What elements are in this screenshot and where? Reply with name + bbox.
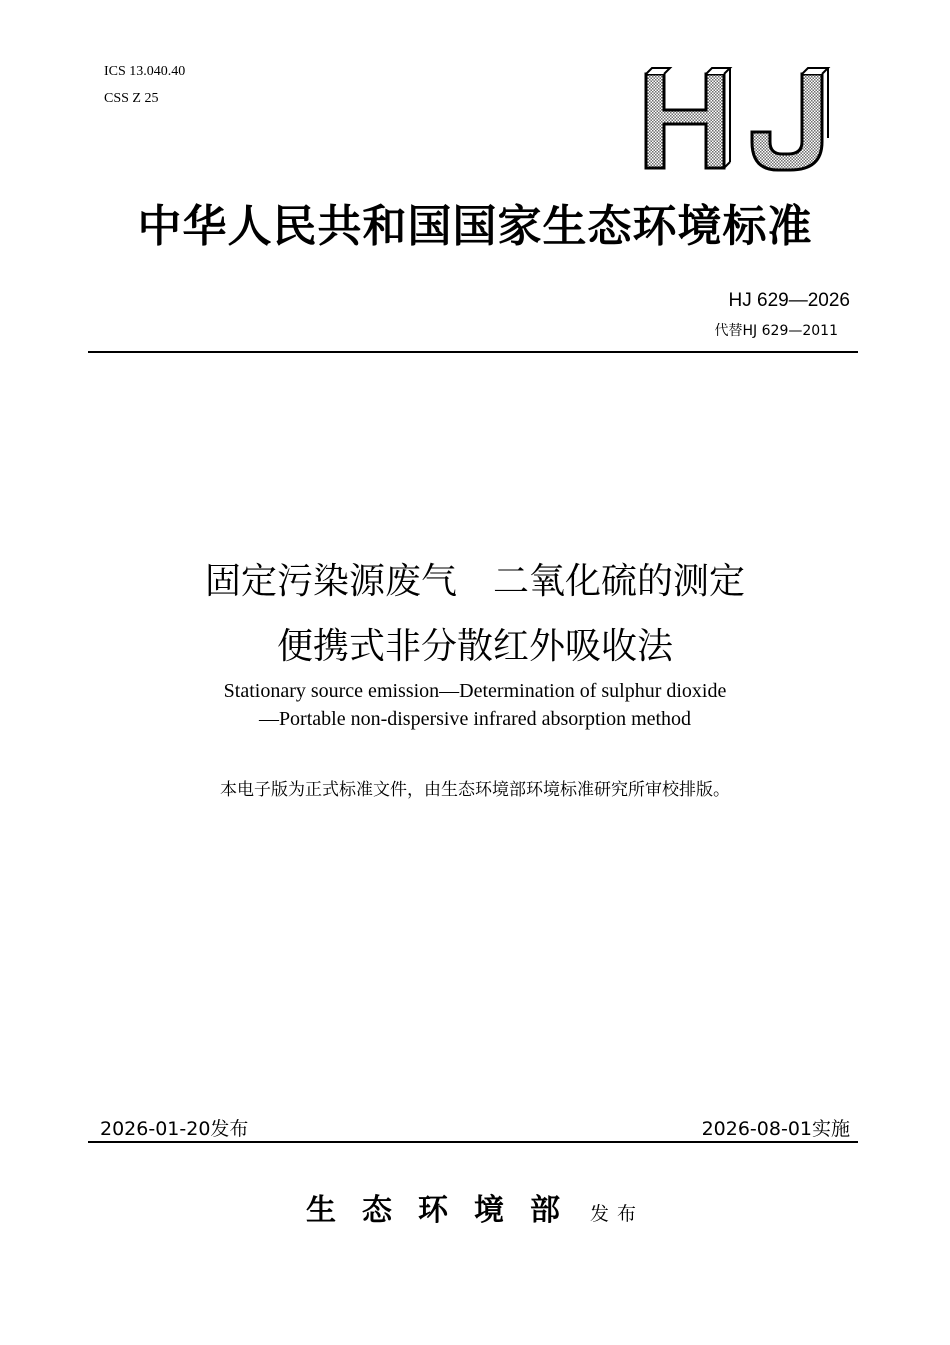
title-cn-line2: 便携式非分散红外吸收法 xyxy=(276,626,673,667)
electronic-version-notice: 本电子版为正式标准文件，由生态环境部环境标准研究所审校排版。 xyxy=(220,780,730,800)
issue-date: 2026-01-20发布 xyxy=(100,1118,249,1140)
publisher xyxy=(0,1185,950,1229)
publisher-action: 发布 xyxy=(589,1203,644,1225)
ics-code: ICS 13.040.40 xyxy=(104,64,186,79)
title-cn-line1: 固定污染源废气 二氧化硫的测定 xyxy=(204,561,745,602)
hj-logo xyxy=(640,58,836,178)
main-title: 中华人民共和国国家生态环境标准 xyxy=(137,201,813,252)
top-divider xyxy=(88,351,858,353)
replaces-standard: 代替HJ 629—2011 xyxy=(714,323,838,339)
css-code: CSS Z 25 xyxy=(104,91,159,106)
publisher-org: 生态环境部 xyxy=(305,1193,586,1228)
bottom-divider xyxy=(88,1141,858,1143)
standard-number: HJ 629—2026 xyxy=(728,290,850,311)
title-en-line2: —Portable non-dispersive infrared absorption method xyxy=(258,708,692,730)
title-en-line1: Stationary source emission—Determination of sulphur dioxide xyxy=(223,680,727,702)
implementation-date: 2026-08-01实施 xyxy=(701,1118,850,1140)
